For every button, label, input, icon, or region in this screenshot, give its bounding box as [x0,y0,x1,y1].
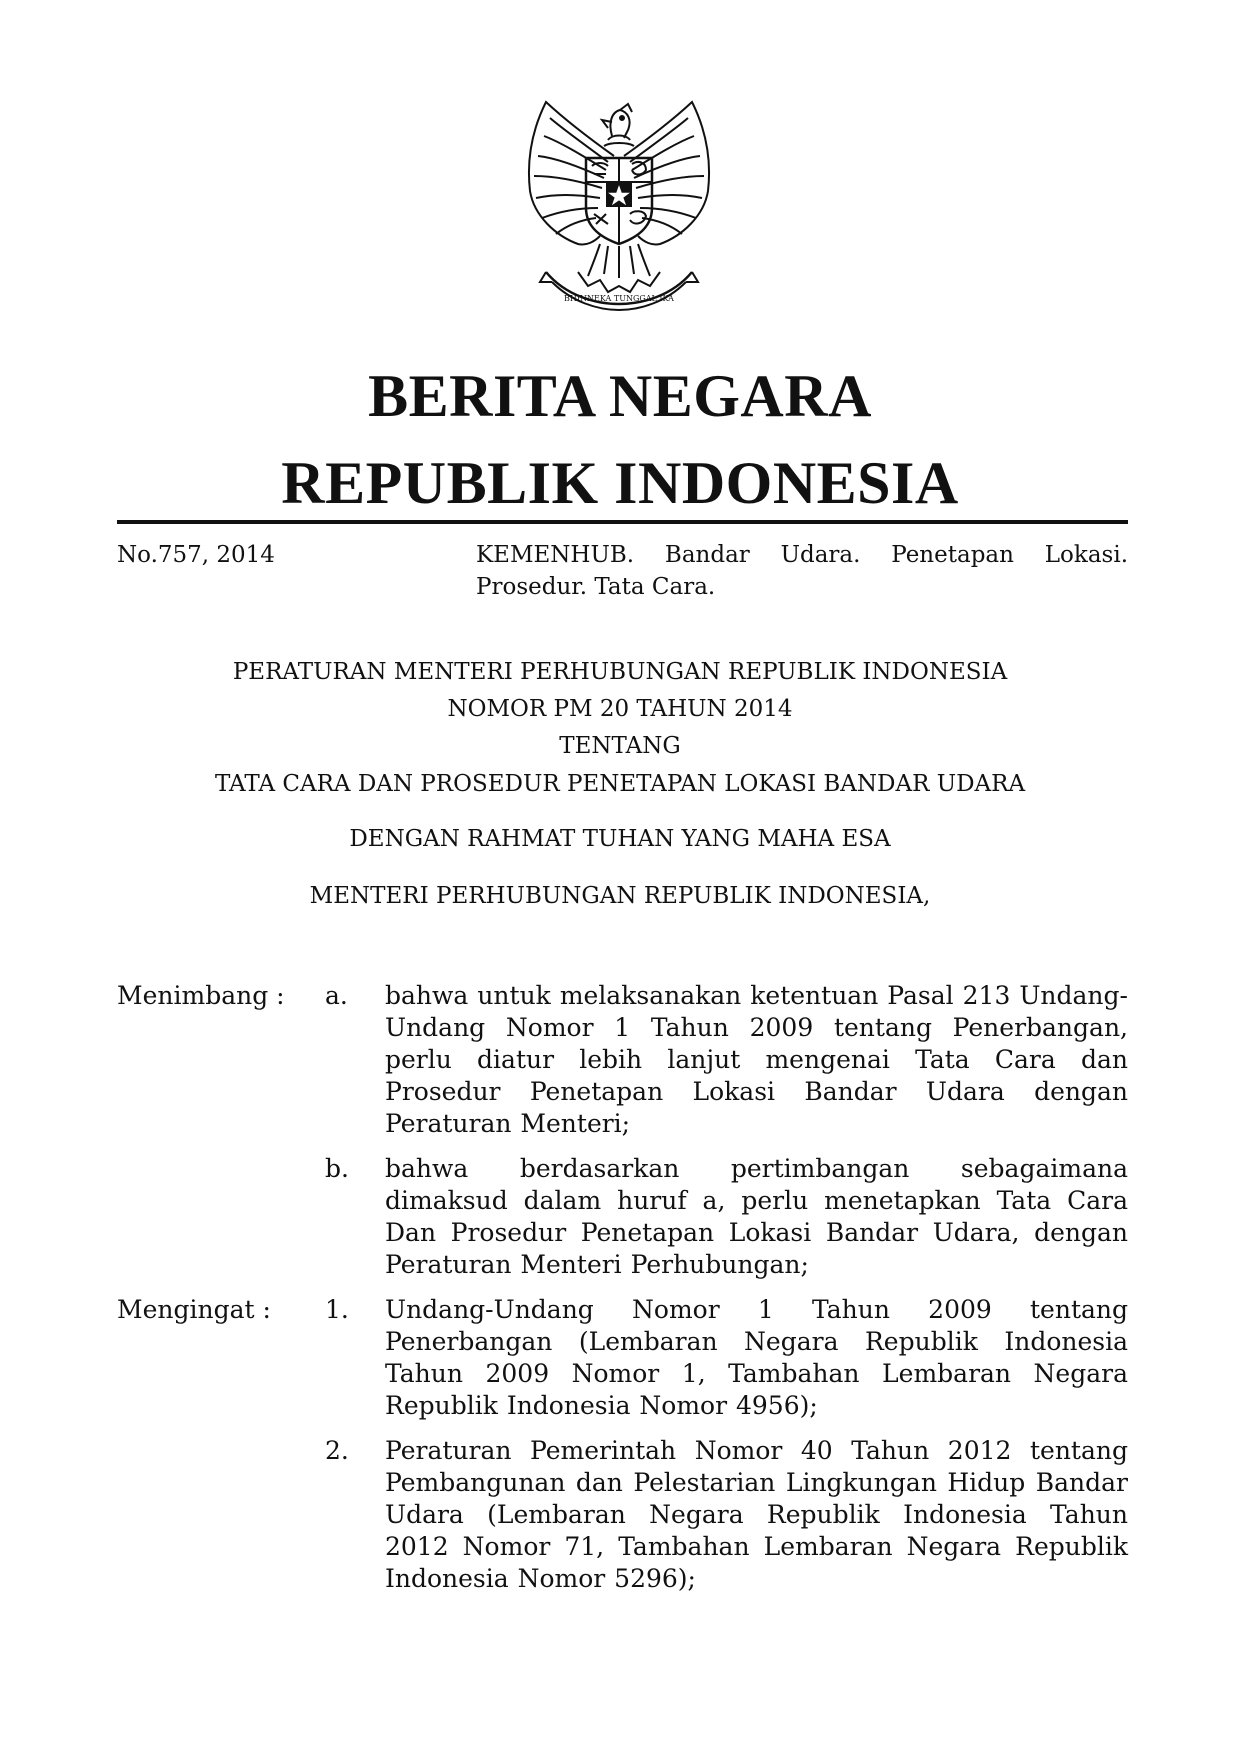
regulation-subject: TATA CARA DAN PROSEDUR PENETAPAN LOKASI BANDAR UDARA [214,771,1026,797]
emblem-motto: BHINNEKA TUNGGAL IKA [564,294,674,303]
menimbang-item-a: bahwa untuk melaksanakan ketentuan Pasal 213 Undang-Undang Nomor 1 Tahun 2009 tentang Penerbangan, perlu diatur lebih lanjut mengenai Tata Cara dan Prosedur Penetapan Lokasi Bandar Udara dengan Peraturan Menteri; [385,981,1128,1138]
list-item-marker: 1. [325,1295,349,1324]
regulation-number: NOMOR PM 20 TAHUN 2014 [447,696,793,722]
mengingat-item-2: Peraturan Pemerintah Nomor 40 Tahun 2012 tentang Pembangunan dan Pelestarian Lingkungan Hidup Bandar Udara (Lembaran Negara Republik Indonesia Tahun 2012 Nomor 71, Tambahan Lembaran Negara Republik Indonesia Nomor 5296); [385,1436,1128,1593]
mengingat-item-1: Undang-Undang Nomor 1 Tahun 2009 tentang Penerbangan (Lembaran Negara Republik Indonesia Tahun 2009 Nomor 1, Tambahan Lembaran Negara Republik Indonesia Nomor 4956); [385,1295,1128,1420]
menimbang-label: Menimbang : [117,981,285,1010]
gazette-subject: KEMENHUB. Bandar Udara. Penetapan Lokasi. Prosedur. Tata Cara. [476,542,1128,600]
regulation-heading: PERATURAN MENTERI PERHUBUNGAN REPUBLIK INDONESIA [232,659,1008,685]
garuda-emblem-icon [516,96,722,312]
preamble-line: DENGAN RAHMAT TUHAN YANG MAHA ESA [349,826,891,852]
list-item-marker: a. [325,981,348,1010]
garuda-pancasila-emblem [516,96,722,312]
gazette-title-line2: REPUBLIK INDONESIA [281,450,959,516]
gazette-number: No.757, 2014 [117,542,275,568]
header-divider [117,520,1128,524]
minister-line: MENTERI PERHUBUNGAN REPUBLIK INDONESIA, [309,883,931,909]
menimbang-item-b: bahwa berdasarkan pertimbangan sebagaimana dimaksud dalam huruf a, perlu menetapkan Tata Cara Dan Prosedur Penetapan Lokasi Bandar Udara, dengan Peraturan Menteri Perhubungan; [385,1154,1128,1279]
regulation-tentang: TENTANG [559,733,681,759]
gazette-title-line1: BERITA NEGARA [368,363,872,429]
mengingat-label: Mengingat : [117,1295,271,1324]
list-item-marker: 2. [325,1436,349,1465]
list-item-marker: b. [325,1154,349,1183]
